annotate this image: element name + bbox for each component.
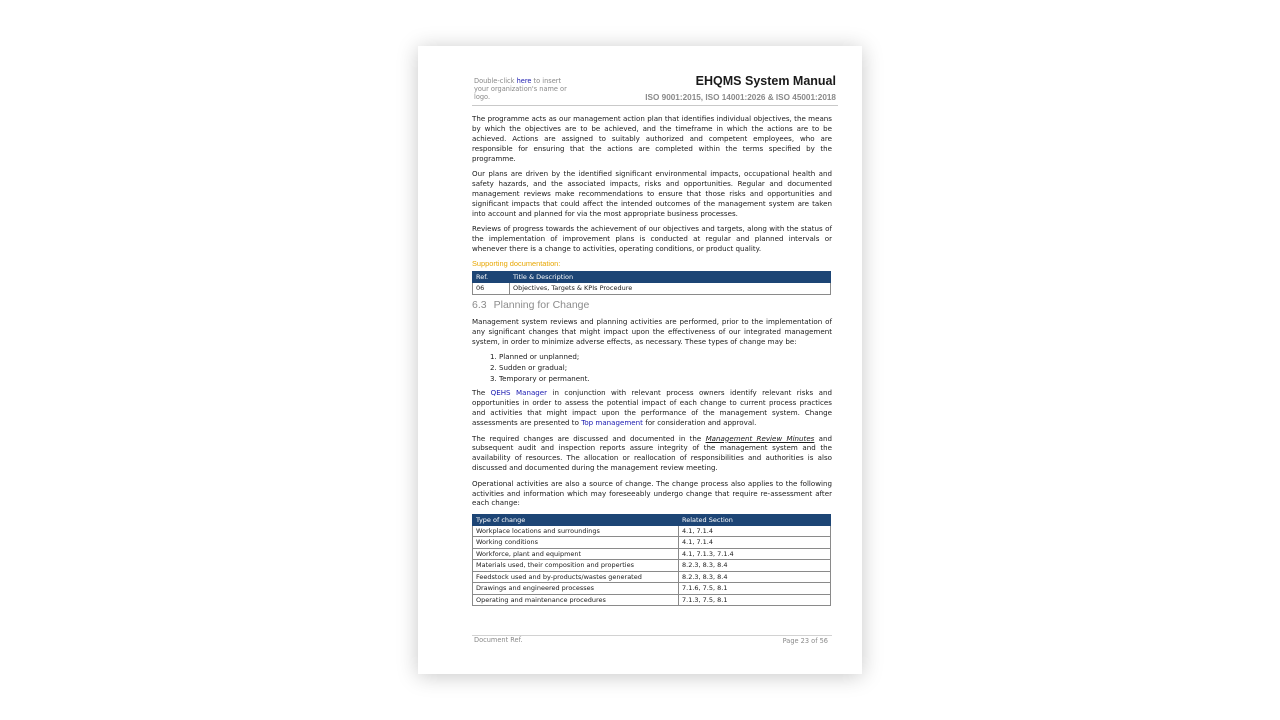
text-span: and subsequent audit and inspection reports assure integrity of the management system and the availability of resources. The allocation or reallocation of responsibilities and authorities is also discussed and documented during the management review meeting. — [472, 433, 833, 473]
paragraph-reviews: Reviews of progress towards the achievement of our objectives and targets, along with the status of the implementation of improvement plans is conducted at regular and planned intervals or whenever there is a change to activities, operating conditions, or product quality. — [472, 224, 832, 253]
list-item: 2. Sudden or gradual; — [499, 363, 832, 374]
section-cell: 7.1.6, 7.5, 8.1 — [679, 583, 831, 595]
footer-document-ref: Document Ref. — [474, 636, 523, 644]
table-row — [473, 548, 831, 560]
section-title: Planning for Change — [493, 298, 590, 311]
type-cell: Working conditions — [473, 537, 679, 549]
column-header-type: Type of change — [473, 514, 679, 525]
paragraph-operational-activities: Operational activities are also a source of change. The change process also applies to the following activities and information which may foreseeably undergo change that require re-assessment after each change: — [472, 478, 832, 508]
header-divider — [472, 105, 838, 106]
ref-cell: 06 — [473, 283, 510, 295]
section-cell: 4.1, 7.1.4 — [679, 525, 831, 537]
title-cell: Objectives, Targets & KPIs Procedure — [510, 283, 831, 295]
paragraph-plans: Our plans are driven by the identified significant environmental impacts, occupational health and safety hazards, and the associated impacts, risks and opportunities. Regular and documented management reviews make recommendations to ensure that those risks and opportunities and significant impacts that could affect the intended outcomes of the management system are taken into account and planned for via the most appropriate business processes. — [472, 169, 832, 218]
top-management-link[interactable]: Top management — [581, 418, 643, 428]
table-row — [473, 560, 831, 572]
table-row — [473, 283, 831, 295]
text-span: The required changes are discussed and documented in the — [472, 433, 706, 443]
list-item: 1. Planned or unplanned; — [499, 352, 832, 363]
section-number: 6.3 — [472, 298, 487, 311]
section-cell: 4.1, 7.1.4 — [679, 537, 831, 549]
section-heading — [472, 299, 832, 312]
type-cell: Materials used, their composition and properties — [473, 560, 679, 572]
paragraph-programme: The programme acts as our management action plan that identifies individual objectives, the means by which the objectives are to be achieved, and the timeframe in which the actions are to be achieved. Actions are assigned to suitably authorized and competent employees, who are responsible for ensuring that the actions are completed within the terms specified by the programme. — [472, 114, 832, 163]
supporting-docs-table — [472, 271, 831, 295]
section-cell: 7.1.3, 7.5, 8.1 — [679, 594, 831, 606]
section-cell: 8.2.3, 8.3, 8.4 — [679, 560, 831, 572]
column-header-section: Related Section — [679, 514, 831, 525]
change-types-table — [472, 514, 831, 607]
column-header-ref: Ref. — [473, 272, 510, 283]
supporting-documentation-label: Supporting documentation: — [472, 259, 561, 269]
section-cell: 4.1, 7.1.3, 7.1.4 — [679, 548, 831, 560]
type-cell: Workplace locations and surroundings — [473, 525, 679, 537]
list-item: 3. Temporary or permanent. — [499, 374, 832, 385]
column-header-title: Title & Description — [510, 272, 831, 283]
qehs-manager-link[interactable]: QEHS Manager — [490, 388, 548, 398]
paragraph-required-changes — [472, 434, 832, 474]
table-header-row — [473, 514, 831, 525]
type-cell: Feedstock used and by-products/wastes generated — [473, 571, 679, 583]
table-row — [473, 537, 831, 549]
change-types-list — [472, 352, 832, 384]
type-cell: Drawings and engineered processes — [473, 583, 679, 595]
management-review-minutes-link[interactable]: Management Review Minutes — [705, 433, 815, 443]
section-cell: 8.2.3, 8.3, 8.4 — [679, 571, 831, 583]
type-cell: Workforce, plant and equipment — [473, 548, 679, 560]
text-span: for consideration and approval. — [642, 418, 757, 428]
document-page — [418, 46, 862, 674]
table-row — [473, 571, 831, 583]
page-number: Page 23 of 56 — [782, 637, 828, 645]
text-span: The — [472, 388, 491, 398]
table-row — [473, 583, 831, 595]
table-row — [473, 594, 831, 606]
logo-prefix: Double-click — [474, 77, 517, 85]
paragraph-management-reviews: Management system reviews and planning activities are performed, prior to the implementation of any significant changes that might impact upon the effectiveness of our integrated management system, in order to minimize adverse effects, as necessary. These types of change may be: — [472, 316, 832, 346]
logo-placeholder — [474, 77, 576, 101]
table-row — [473, 525, 831, 537]
table-header-row — [473, 272, 831, 283]
page-content — [472, 114, 832, 606]
type-cell: Operating and maintenance procedures — [473, 594, 679, 606]
document-standards: ISO 9001:2015, ISO 14001:2026 & ISO 45001:2018 — [645, 93, 836, 102]
insert-logo-link[interactable]: here — [516, 77, 532, 85]
text-span: in conjunction with relevant process owners identify relevant risks and opportunities in order to assess the potential impact of each change to current process practices and activities that might impact upon the performance of the management system. Change assessments are presented to — [472, 388, 832, 428]
logo-suffix: to insert your organization's name or logo. — [474, 77, 567, 101]
document-title: EHQMS System Manual — [695, 74, 836, 88]
paragraph-qehs-manager — [472, 388, 832, 428]
